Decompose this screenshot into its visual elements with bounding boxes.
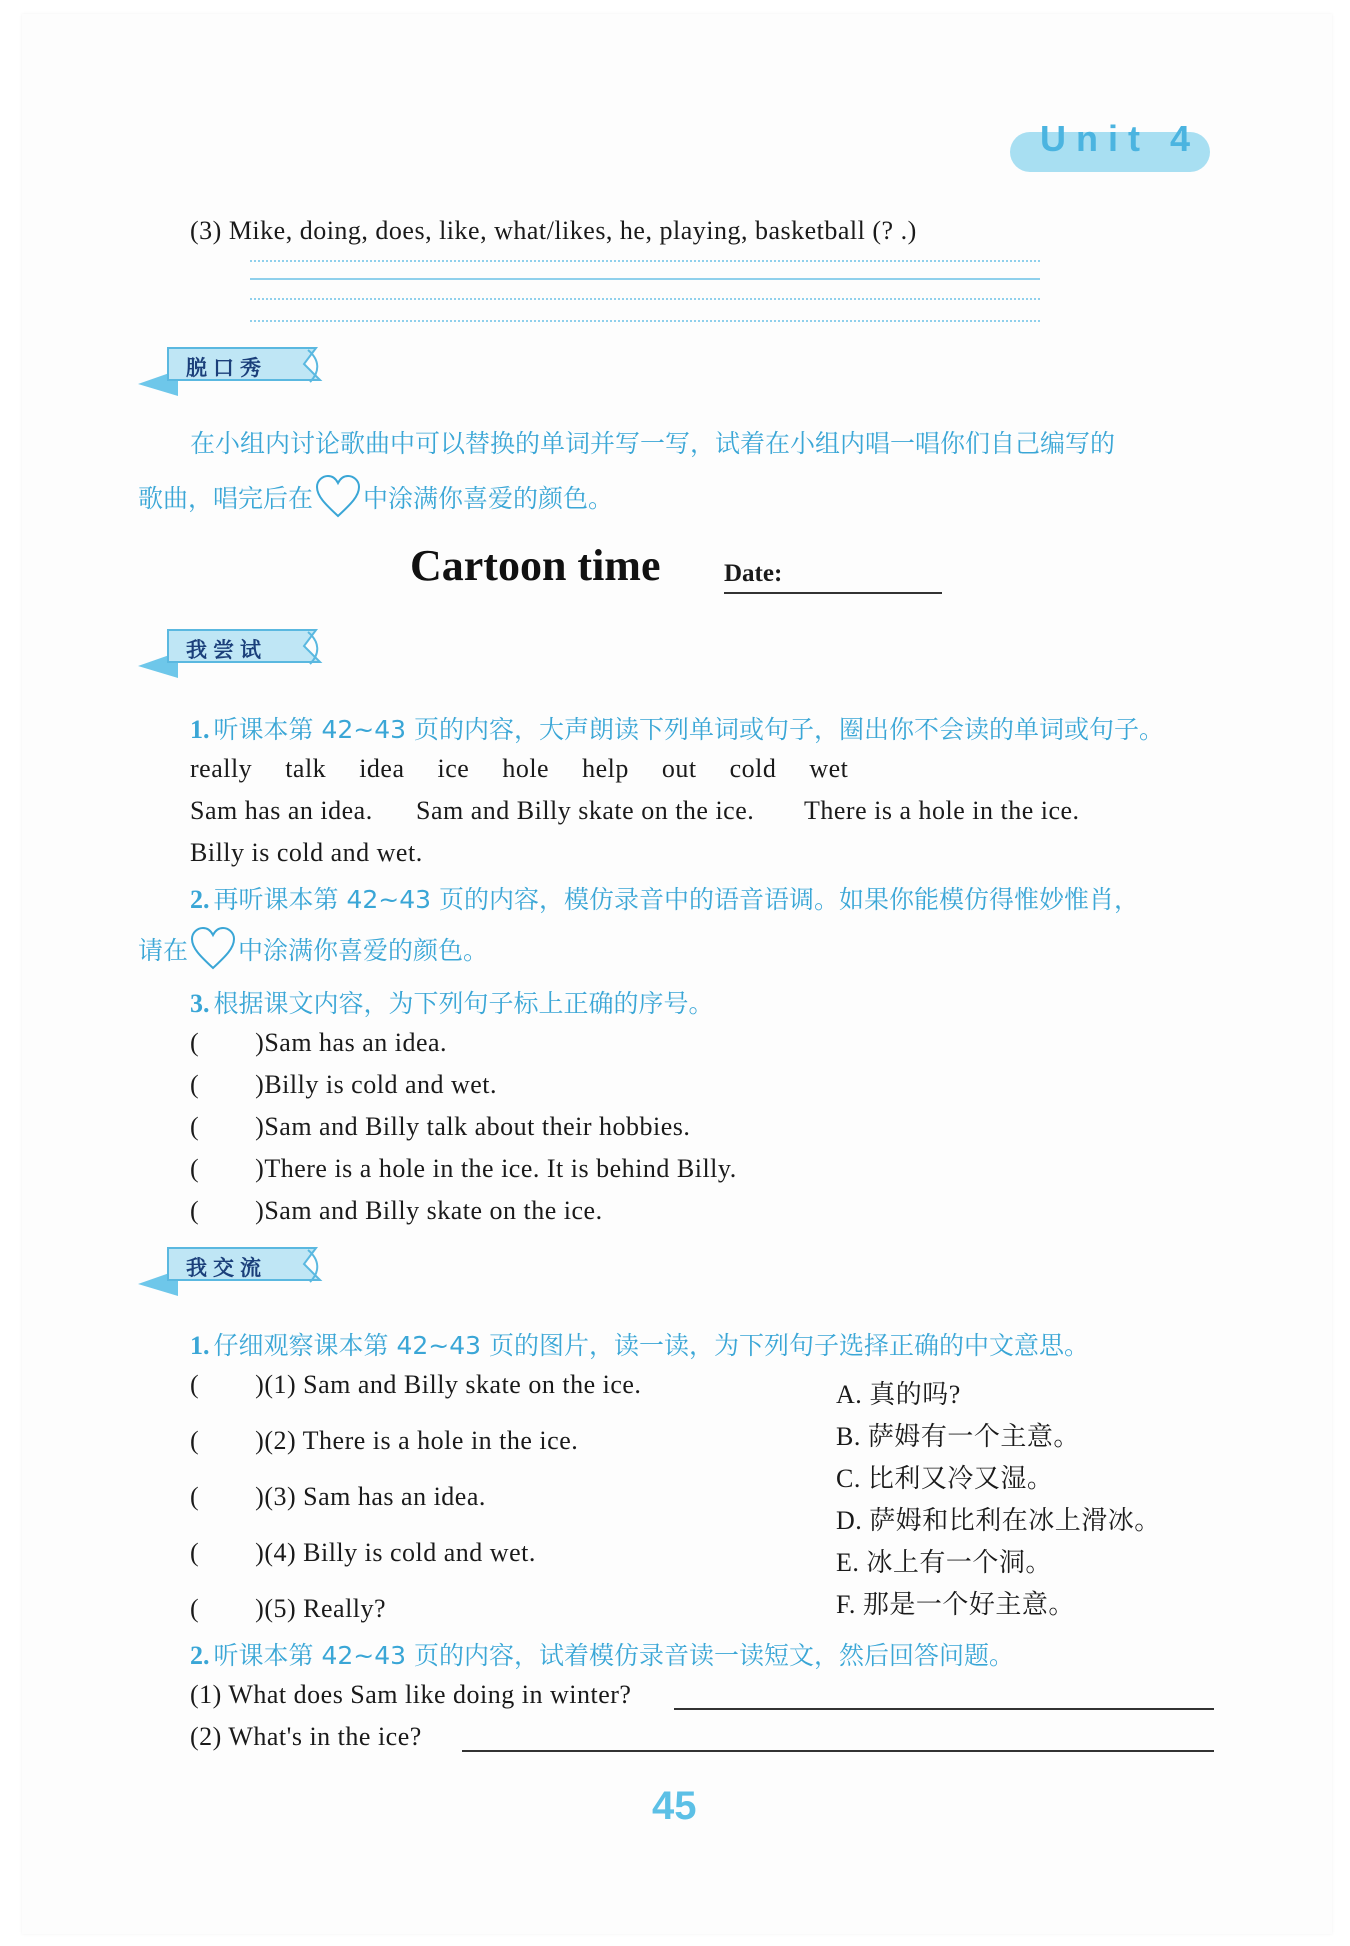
- word-item[interactable]: cold: [729, 754, 777, 783]
- match-option: D. 萨姆和比利在冰上滑冰。: [836, 1506, 1161, 1535]
- word-item[interactable]: ice: [437, 754, 470, 783]
- word-item[interactable]: idea: [359, 754, 405, 783]
- talk-show-line-2: 歌曲，唱完后在 中涂满你喜爱的颜色。: [138, 474, 613, 526]
- date-label: Date:: [724, 560, 783, 587]
- match-option: E. 冰上有一个洞。: [836, 1548, 1052, 1577]
- match-row: ( )(3) Sam has an idea.: [190, 1482, 486, 1511]
- sentence-item[interactable]: There is a hole in the ice.: [804, 796, 1080, 825]
- word-item[interactable]: hole: [502, 754, 550, 783]
- section-tag-exchange: 我交流: [138, 1242, 328, 1298]
- section-title: Cartoon time: [410, 541, 661, 590]
- order-blank[interactable]: ( ): [190, 1070, 265, 1099]
- word-list: [190, 754, 874, 784]
- sentence-item[interactable]: Sam has an idea.: [190, 796, 373, 825]
- writing-line-2[interactable]: [250, 278, 1040, 280]
- talk-show-line-1: 在小组内讨论歌曲中可以替换的单词并写一写，试着在小组内唱一唱你们自己编写的: [190, 429, 1116, 458]
- answer-line-1[interactable]: [674, 1708, 1214, 1710]
- heart-outline-icon[interactable]: [315, 474, 361, 526]
- order-blank[interactable]: ( ): [190, 1028, 265, 1057]
- sentence-item[interactable]: Sam and Billy skate on the ice.: [416, 796, 755, 825]
- q3-prompt: (3) Mike, doing, does, like, what/likes, he, playing, basketball (? .): [190, 216, 917, 245]
- order-blank[interactable]: ( ): [190, 1196, 265, 1225]
- question-2: (2) What's in the ice?: [190, 1722, 422, 1751]
- match-option: A. 真的吗?: [836, 1380, 961, 1409]
- match-blank[interactable]: ( ): [190, 1594, 265, 1623]
- writing-line-3[interactable]: [250, 298, 1040, 300]
- match-blank[interactable]: ( ): [190, 1482, 265, 1511]
- order-row: ( )There is a hole in the ice. It is behind Billy.: [190, 1154, 737, 1183]
- word-item[interactable]: talk: [285, 754, 327, 783]
- order-row: ( )Sam has an idea.: [190, 1028, 448, 1057]
- word-item[interactable]: out: [661, 754, 697, 783]
- match-blank[interactable]: ( ): [190, 1370, 265, 1399]
- exchange-item-1: 1. 仔细观察课本第 42~43 页的图片，读一读，为下列句子选择正确的中文意思。: [190, 1331, 1089, 1360]
- match-blank[interactable]: ( ): [190, 1426, 265, 1455]
- try-item-2-line-2: 请在 中涂满你喜爱的颜色。: [138, 926, 488, 978]
- answer-line-2[interactable]: [462, 1750, 1214, 1752]
- match-row: ( )(5) Really?: [190, 1594, 387, 1623]
- try-item-3: 3. 根据课文内容，为下列句子标上正确的序号。: [190, 989, 714, 1018]
- order-blank[interactable]: ( ): [190, 1112, 265, 1141]
- page-number: 45: [652, 1784, 697, 1828]
- match-option: C. 比利又冷又湿。: [836, 1464, 1054, 1493]
- match-row: ( )(2) There is a hole in the ice.: [190, 1426, 579, 1455]
- match-blank[interactable]: ( ): [190, 1538, 265, 1567]
- sentence-item[interactable]: Billy is cold and wet.: [190, 838, 423, 867]
- match-row: ( )(1) Sam and Billy skate on the ice.: [190, 1370, 642, 1399]
- word-item[interactable]: really: [190, 754, 253, 783]
- question-1: (1) What does Sam like doing in winter?: [190, 1680, 632, 1709]
- order-row: ( )Billy is cold and wet.: [190, 1070, 498, 1099]
- match-option: F. 那是一个好主意。: [836, 1590, 1075, 1619]
- writing-line-4[interactable]: [250, 320, 1040, 322]
- word-item[interactable]: wet: [809, 754, 849, 783]
- unit-header: Unit 4: [1040, 118, 1201, 159]
- heart-outline-icon[interactable]: [190, 926, 236, 978]
- order-blank[interactable]: ( ): [190, 1154, 265, 1183]
- writing-line-1[interactable]: [250, 260, 1040, 262]
- match-row: ( )(4) Billy is cold and wet.: [190, 1538, 536, 1567]
- order-row: ( )Sam and Billy talk about their hobbies.: [190, 1112, 691, 1141]
- section-tag-talk-show: 脱口秀: [138, 342, 328, 398]
- word-item[interactable]: help: [582, 754, 629, 783]
- exchange-item-2: 2. 听课本第 42~43 页的内容，试着模仿录音读一读短文，然后回答问题。: [190, 1641, 1014, 1670]
- date-field[interactable]: [724, 592, 942, 594]
- try-item-2: 2. 再听课本第 42~43 页的内容，模仿录音中的语音语调。如果你能模仿得惟妙惟肖，: [190, 885, 1139, 914]
- match-option: B. 萨姆有一个主意。: [836, 1422, 1080, 1451]
- try-item-1: 1. 听课本第 42~43 页的内容，大声朗读下列单词或句子，圈出你不会读的单词或句子。: [190, 715, 1164, 744]
- section-tag-try: 我尝试: [138, 624, 328, 680]
- order-row: ( )Sam and Billy skate on the ice.: [190, 1196, 603, 1225]
